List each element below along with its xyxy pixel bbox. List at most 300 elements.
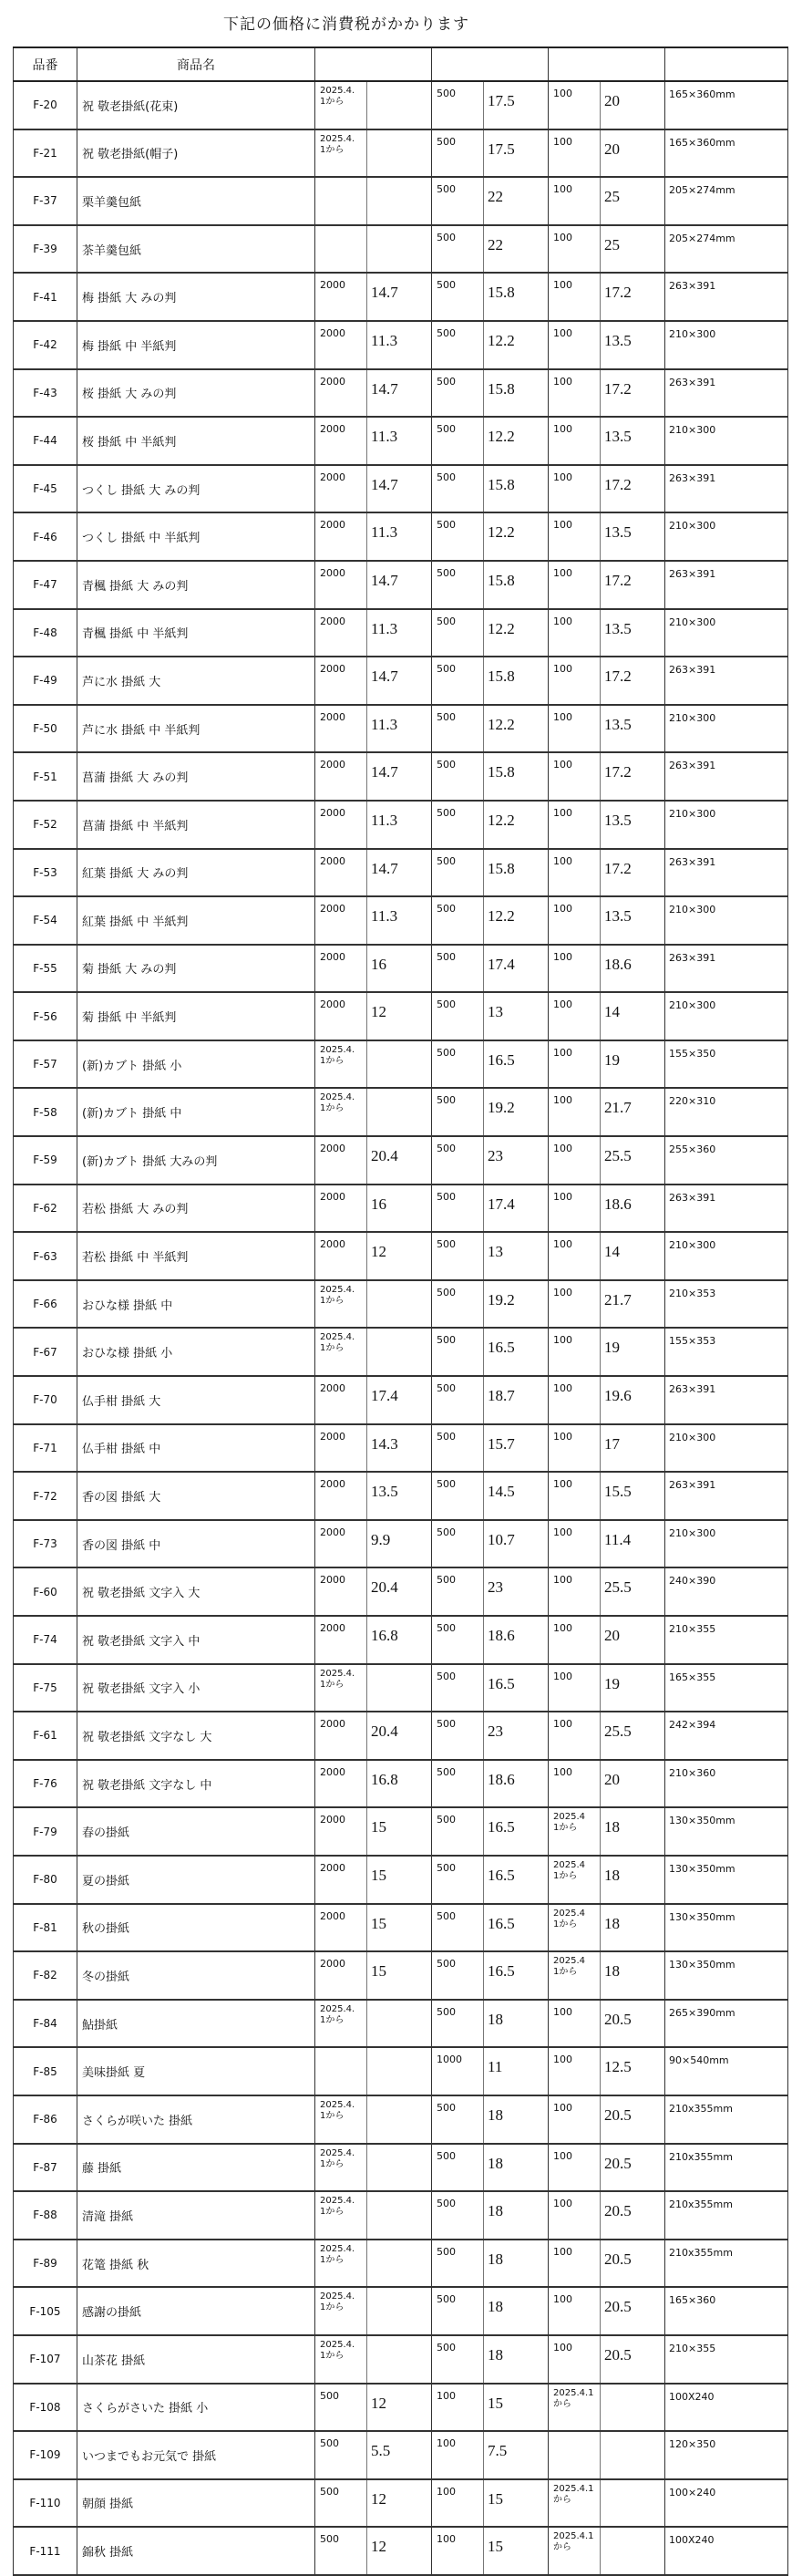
- tier-3-cell: [549, 1951, 665, 2000]
- product-name: おひな様 掛紙 中: [77, 1280, 315, 1329]
- col-header-code: 品番: [14, 47, 77, 81]
- tier-1-cell: [315, 177, 432, 225]
- tier-3-unit-price: 18.6: [600, 946, 632, 992]
- tier-3-quantity: 100: [553, 2101, 572, 2114]
- tier-3-quantity-line: 2025.4.1: [553, 2531, 594, 2542]
- tier-1-quantity-line: 1から: [320, 144, 345, 155]
- tier-3-quantity-line: 2025.4.1: [553, 2483, 594, 2494]
- product-name: 香の図 掛紙 中: [77, 1520, 315, 1568]
- tier-3-quantity: 100: [553, 806, 572, 819]
- tier-3-quantity: 100: [553, 566, 572, 579]
- product-size: 130×350mm: [665, 1904, 788, 1952]
- tier-1-unit-price: 9.9: [366, 1521, 390, 1567]
- tier-2-quantity: 500: [437, 279, 456, 292]
- tier-3-quantity: 100: [553, 998, 572, 1011]
- tier-2-quantity: 500: [437, 519, 456, 532]
- tier-2-quantity: 500: [437, 1814, 456, 1826]
- tier-2-quantity: 500: [437, 326, 456, 339]
- tier-1-cell: [315, 2431, 432, 2479]
- tier-1-quantity: 2000: [320, 663, 345, 676]
- table-row: [14, 1616, 788, 1664]
- product-code: F-41: [14, 273, 77, 321]
- tier-3-cell: [549, 2527, 665, 2575]
- tier-2-quantity: 500: [437, 615, 456, 627]
- col-header-name: 商品名: [77, 47, 315, 81]
- product-code: F-50: [14, 705, 77, 753]
- tier-3-unit-price: 20.5: [600, 2288, 632, 2334]
- tier-3-quantity: 100: [553, 135, 572, 148]
- tier-1-cell: [315, 225, 432, 274]
- tier-3-cell: [549, 1472, 665, 1520]
- tier-2-cell: [432, 752, 549, 801]
- table-row: [14, 1951, 788, 2000]
- product-size: 210×300: [665, 609, 788, 657]
- tier-1-quantity: 2000: [320, 1765, 345, 1778]
- tier-1-quantity-line: 1から: [320, 2158, 345, 2169]
- product-name: 菖蒲 掛紙 大 みの判: [77, 752, 315, 801]
- product-size: 263×391: [665, 1472, 788, 1520]
- tier-2-cell: [432, 1136, 549, 1185]
- tier-2-unit-price: 17.5: [483, 82, 515, 129]
- tier-1-cell: [315, 992, 432, 1040]
- price-table: [13, 47, 788, 2576]
- tier-1-quantity-line: 1から: [320, 1679, 345, 1690]
- tier-2-cell: [432, 2384, 549, 2432]
- tier-2-unit-price: 17.5: [483, 130, 515, 177]
- tier-2-quantity: 500: [437, 1430, 456, 1443]
- product-code: F-49: [14, 657, 77, 705]
- product-size: 263×391: [665, 1376, 788, 1424]
- tier-1-unit-price: 5.5: [366, 2432, 390, 2478]
- tier-1-cell: [315, 609, 432, 657]
- product-code: F-62: [14, 1185, 77, 1233]
- table-row: [14, 561, 788, 609]
- product-code: F-110: [14, 2479, 77, 2528]
- product-name: 香の図 掛紙 大: [77, 1472, 315, 1520]
- product-name: 錦秋 掛紙: [77, 2527, 315, 2575]
- tier-3-quantity-line: から: [553, 2494, 571, 2505]
- product-name: 夏の掛紙: [77, 1856, 315, 1904]
- tier-3-unit-price: 19: [600, 1329, 620, 1375]
- table-row: [14, 1185, 788, 1233]
- product-size: 255×360: [665, 1136, 788, 1185]
- table-row: [14, 1807, 788, 1856]
- tier-1-unit-price: 14.7: [366, 562, 398, 608]
- product-code: F-70: [14, 1376, 77, 1424]
- table-row: [14, 177, 788, 225]
- tier-1-cell: [315, 1424, 432, 1473]
- product-name: 茶羊羹包紙: [77, 225, 315, 274]
- tier-1-quantity: 500: [320, 2533, 339, 2546]
- tier-1-cell: [315, 2240, 432, 2288]
- tier-3-quantity-line: 2025.4: [553, 1956, 585, 1967]
- tier-3-unit-price: 17.2: [600, 657, 632, 704]
- tier-2-unit-price: 15.8: [483, 466, 515, 512]
- table-row: [14, 1328, 788, 1376]
- tier-3-unit-price: 18: [600, 1857, 620, 1903]
- tier-1-quantity-line: 2025.4.: [320, 2243, 355, 2254]
- product-size: 220×310: [665, 1088, 788, 1136]
- tier-2-cell: [432, 1664, 549, 1712]
- product-size: 210×300: [665, 417, 788, 465]
- table-row: [14, 2479, 788, 2528]
- product-size: 210×353: [665, 1280, 788, 1329]
- tier-1-unit-price: 11.3: [366, 418, 397, 464]
- tier-2-unit-price: 17.4: [483, 1185, 515, 1232]
- product-size: 210x355mm: [665, 2144, 788, 2192]
- product-size: 130×350mm: [665, 1856, 788, 1904]
- tier-3-quantity-line: 1から: [553, 1870, 578, 1881]
- table-row: [14, 2527, 788, 2575]
- tier-1-unit-price: 11.3: [366, 897, 397, 944]
- tier-1-cell: [315, 2144, 432, 2192]
- tier-1-cell: [315, 2384, 432, 2432]
- tier-2-cell: [432, 1712, 549, 1760]
- tier-3-cell: [549, 1760, 665, 1808]
- tier-2-cell: [432, 369, 549, 418]
- tier-1-quantity: [320, 1332, 355, 1354]
- tier-1-cell: [315, 1712, 432, 1760]
- tier-2-unit-price: 15: [483, 2528, 503, 2574]
- tier-1-unit-price: 14.3: [366, 1425, 398, 1472]
- tier-2-unit-price: 12.2: [483, 322, 515, 368]
- tier-1-unit-price: [366, 2240, 371, 2287]
- tier-2-cell: [432, 2527, 549, 2575]
- tier-2-unit-price: 22: [483, 178, 503, 224]
- tier-1-quantity: 2000: [320, 1238, 345, 1251]
- product-code: F-55: [14, 945, 77, 993]
- table-row: [14, 1376, 788, 1424]
- tier-2-unit-price: 12.2: [483, 513, 515, 560]
- tier-3-cell: [549, 321, 665, 369]
- tier-1-quantity: 2000: [320, 1478, 345, 1491]
- tier-1-unit-price: 11.3: [366, 322, 397, 368]
- tier-1-cell: [315, 1616, 432, 1664]
- tier-2-unit-price: 18.6: [483, 1617, 515, 1663]
- product-code: F-54: [14, 896, 77, 945]
- tier-1-unit-price: 20.4: [366, 1137, 398, 1184]
- tier-1-quantity: 2000: [320, 1526, 345, 1538]
- tier-2-unit-price: 18: [483, 2336, 503, 2383]
- tier-1-cell: [315, 465, 432, 513]
- product-code: F-42: [14, 321, 77, 369]
- tier-2-quantity: 500: [437, 1526, 456, 1538]
- tier-2-unit-price: 12.2: [483, 418, 515, 464]
- tier-2-unit-price: 18: [483, 2001, 503, 2047]
- tier-3-cell: [549, 1616, 665, 1664]
- product-size: 240×390: [665, 1567, 788, 1616]
- tier-1-unit-price: 12: [366, 2528, 386, 2574]
- tier-2-unit-price: 18: [483, 2240, 503, 2287]
- tier-2-cell: [432, 273, 549, 321]
- tier-3-quantity: 100: [553, 423, 572, 436]
- tier-3-unit-price: 18.6: [600, 1185, 632, 1232]
- tier-1-unit-price: [366, 1665, 371, 1712]
- tier-1-unit-price: 15: [366, 1808, 386, 1855]
- tier-1-quantity: 2000: [320, 1143, 345, 1155]
- tier-3-quantity: 100: [553, 1190, 572, 1203]
- tier-2-quantity: 100: [437, 2437, 456, 2450]
- tier-3-unit-price: 20.5: [600, 2096, 632, 2143]
- tier-2-cell: [432, 1760, 549, 1808]
- tier-1-quantity: 2000: [320, 423, 345, 436]
- tier-2-unit-price: 18.6: [483, 1761, 515, 1807]
- tier-1-quantity: 2000: [320, 854, 345, 867]
- tier-3-unit-price: 20: [600, 82, 620, 129]
- tier-2-quantity: 500: [437, 135, 456, 148]
- tier-2-cell: [432, 1185, 549, 1233]
- tier-1-quantity: 500: [320, 2437, 339, 2450]
- tier-3-quantity: 100: [553, 615, 572, 627]
- table-row: [14, 2287, 788, 2335]
- table-row: [14, 2335, 788, 2384]
- tier-1-quantity-line: 1から: [320, 2110, 345, 2121]
- tier-3-quantity-line: から: [553, 2542, 571, 2553]
- product-size: 165×360: [665, 2287, 788, 2335]
- tier-3-quantity: 100: [553, 1046, 572, 1059]
- product-name: いつまでもお元気で 掛紙: [77, 2431, 315, 2479]
- tier-3-cell: [549, 225, 665, 274]
- tier-1-cell: [315, 896, 432, 945]
- tier-1-quantity-line: 1から: [320, 2014, 345, 2025]
- tier-2-cell: [432, 465, 549, 513]
- product-size: 263×391: [665, 273, 788, 321]
- table-row: [14, 657, 788, 705]
- tier-2-cell: [432, 705, 549, 753]
- tier-2-quantity: 500: [437, 375, 456, 388]
- tier-3-quantity: [553, 2484, 594, 2506]
- product-size: 210x355mm: [665, 2095, 788, 2144]
- tier-3-cell: [549, 465, 665, 513]
- tier-3-quantity: 100: [553, 710, 572, 723]
- product-code: F-43: [14, 369, 77, 418]
- tier-3-cell: [549, 369, 665, 418]
- tier-3-cell: [549, 1185, 665, 1233]
- product-code: F-57: [14, 1040, 77, 1089]
- tier-2-unit-price: 18.7: [483, 1377, 515, 1423]
- tier-1-unit-price: 11.3: [366, 513, 397, 560]
- tier-2-quantity: 500: [437, 1718, 456, 1731]
- tier-3-quantity: 100: [553, 2054, 572, 2066]
- tier-1-quantity: 2000: [320, 1861, 345, 1874]
- tier-3-cell: [549, 512, 665, 561]
- tier-1-unit-price: 16.8: [366, 1761, 398, 1807]
- tier-1-quantity-line: 2025.4.: [320, 1044, 355, 1055]
- tier-1-unit-price: 15: [366, 1952, 386, 1999]
- product-code: F-45: [14, 465, 77, 513]
- product-code: F-48: [14, 609, 77, 657]
- tier-2-unit-price: 17.4: [483, 946, 515, 992]
- table-row: [14, 2000, 788, 2048]
- tier-2-unit-price: 22: [483, 226, 503, 273]
- tier-1-quantity-line: 1から: [320, 1103, 345, 1114]
- tier-3-cell: [549, 417, 665, 465]
- tier-2-unit-price: 11: [483, 2048, 502, 2095]
- tier-1-unit-price: [366, 226, 371, 273]
- tier-3-unit-price: [600, 2480, 604, 2527]
- product-size: 210×300: [665, 705, 788, 753]
- tier-2-cell: [432, 1232, 549, 1280]
- product-size: 165×360mm: [665, 81, 788, 129]
- tier-1-quantity: 2000: [320, 279, 345, 292]
- tier-1-unit-price: [366, 2288, 371, 2334]
- tier-3-cell: [549, 1856, 665, 1904]
- tier-2-quantity: 500: [437, 1286, 456, 1298]
- product-name: (新)カブト 掛紙 中: [77, 1088, 315, 1136]
- product-size: 242×394: [665, 1712, 788, 1760]
- tier-3-unit-price: [600, 2385, 604, 2431]
- tier-3-quantity: 100: [553, 1430, 572, 1443]
- product-size: 263×391: [665, 849, 788, 897]
- tier-1-cell: [315, 561, 432, 609]
- tier-2-quantity: 500: [437, 2198, 456, 2210]
- tier-1-quantity: 2000: [320, 1622, 345, 1634]
- tier-2-cell: [432, 657, 549, 705]
- product-code: F-79: [14, 1807, 77, 1856]
- tier-3-quantity: 100: [553, 1478, 572, 1491]
- tier-3-quantity: 100: [553, 950, 572, 963]
- tier-3-quantity: 100: [553, 1622, 572, 1634]
- table-row: [14, 1904, 788, 1952]
- tier-1-cell: [315, 417, 432, 465]
- tier-3-cell: [549, 752, 665, 801]
- tier-1-unit-price: 12: [366, 2480, 386, 2527]
- product-size: 100×240: [665, 2479, 788, 2528]
- tier-3-cell: [549, 1328, 665, 1376]
- tier-3-unit-price: 18: [600, 1905, 620, 1951]
- tier-2-quantity: 500: [437, 471, 456, 483]
- tier-3-cell: [549, 945, 665, 993]
- tier-3-quantity: 100: [553, 2293, 572, 2306]
- tier-2-quantity: 500: [437, 1143, 456, 1155]
- tier-1-cell: [315, 705, 432, 753]
- tier-2-quantity: 500: [437, 2245, 456, 2258]
- tier-1-quantity-line: 1から: [320, 2254, 345, 2265]
- tier-2-cell: [432, 2287, 549, 2335]
- tier-1-unit-price: 20.4: [366, 1568, 398, 1615]
- table-row: [14, 2144, 788, 2192]
- tier-3-unit-price: 21.7: [600, 1089, 632, 1135]
- tier-1-quantity-line: 1から: [320, 1055, 345, 1066]
- tier-1-quantity-line: 2025.4.: [320, 2196, 355, 2207]
- tier-2-cell: [432, 1856, 549, 1904]
- tier-3-quantity: 100: [553, 326, 572, 339]
- tier-2-unit-price: 15.8: [483, 370, 515, 417]
- table-row: [14, 1567, 788, 1616]
- table-row: [14, 129, 788, 178]
- table-row: [14, 752, 788, 801]
- table-row: [14, 1088, 788, 1136]
- tier-2-unit-price: 18: [483, 2096, 503, 2143]
- tier-2-cell: [432, 2335, 549, 2384]
- tier-3-unit-price: 25: [600, 226, 620, 273]
- tier-2-quantity: 500: [437, 759, 456, 771]
- product-name: 花篭 掛紙 秋: [77, 2240, 315, 2288]
- table-row: [14, 2384, 788, 2432]
- tier-1-quantity: [320, 134, 355, 156]
- tier-1-unit-price: 13.5: [366, 1473, 398, 1519]
- tier-2-unit-price: 13: [483, 1233, 503, 1279]
- product-name: (新)カブト 掛紙 大みの判: [77, 1136, 315, 1185]
- tier-1-quantity: 2000: [320, 1190, 345, 1203]
- product-name: 紅葉 掛紙 大 みの判: [77, 849, 315, 897]
- table-row: [14, 273, 788, 321]
- tier-1-unit-price: 16: [366, 1185, 386, 1232]
- tier-3-unit-price: 19: [600, 1041, 620, 1088]
- tier-3-cell: [549, 177, 665, 225]
- tier-2-quantity: 100: [437, 2533, 456, 2546]
- product-code: F-80: [14, 1856, 77, 1904]
- tier-1-cell: [315, 2047, 432, 2095]
- tier-1-cell: [315, 1040, 432, 1089]
- tier-1-quantity-line: 2025.4.: [320, 1668, 355, 1679]
- tier-1-quantity: 2000: [320, 471, 345, 483]
- table-row: [14, 896, 788, 945]
- tier-2-quantity: 500: [437, 998, 456, 1011]
- tier-2-quantity: 500: [437, 1382, 456, 1395]
- product-size: 210×300: [665, 801, 788, 849]
- tier-3-cell: [549, 129, 665, 178]
- tier-3-quantity: 100: [553, 279, 572, 292]
- tier-1-quantity: 2000: [320, 566, 345, 579]
- tier-2-unit-price: 15.8: [483, 274, 515, 320]
- tier-3-unit-price: 17.2: [600, 850, 632, 896]
- tier-2-unit-price: 18: [483, 2288, 503, 2334]
- product-code: F-61: [14, 1712, 77, 1760]
- tier-1-unit-price: [366, 1281, 371, 1328]
- tier-3-unit-price: 17.2: [600, 562, 632, 608]
- product-size: 210×300: [665, 1520, 788, 1568]
- tier-1-cell: [315, 2095, 432, 2144]
- product-name: 鮎掛紙: [77, 2000, 315, 2048]
- tier-1-cell: [315, 1856, 432, 1904]
- product-size: 210×300: [665, 512, 788, 561]
- tier-1-unit-price: 12: [366, 1233, 386, 1279]
- product-code: F-73: [14, 1520, 77, 1568]
- tier-2-cell: [432, 2191, 549, 2240]
- tier-1-unit-price: 16: [366, 946, 386, 992]
- tier-1-quantity: 2000: [320, 1814, 345, 1826]
- tier-1-quantity-line: 1から: [320, 1343, 345, 1354]
- tier-2-quantity: 500: [437, 1334, 456, 1347]
- tier-2-quantity: 100: [437, 2389, 456, 2402]
- product-size: 205×274mm: [665, 177, 788, 225]
- tier-3-quantity: 100: [553, 1526, 572, 1538]
- product-code: F-86: [14, 2095, 77, 2144]
- tier-1-cell: [315, 2287, 432, 2335]
- tier-3-quantity: 100: [553, 88, 572, 99]
- tier-1-quantity: 2000: [320, 615, 345, 627]
- tier-3-quantity: [553, 1860, 585, 1882]
- product-size: 155×353: [665, 1328, 788, 1376]
- tier-2-quantity: 100: [437, 2485, 456, 2498]
- tier-1-cell: [315, 129, 432, 178]
- table-row: [14, 321, 788, 369]
- product-code: F-88: [14, 2191, 77, 2240]
- tier-1-quantity-line: 2025.4.: [320, 86, 355, 96]
- table-row: [14, 801, 788, 849]
- tier-3-cell: [549, 81, 665, 129]
- tier-3-unit-price: 20.5: [600, 2001, 632, 2047]
- product-name: 祝 敬老掛紙 文字入 中: [77, 1616, 315, 1664]
- tier-1-unit-price: [366, 2096, 371, 2143]
- table-row: [14, 2047, 788, 2095]
- product-name: 梅 掛紙 大 みの判: [77, 273, 315, 321]
- table-row: [14, 1280, 788, 1329]
- tier-1-quantity: 2000: [320, 759, 345, 771]
- tier-1-quantity: 2000: [320, 1958, 345, 1971]
- tier-1-cell: [315, 801, 432, 849]
